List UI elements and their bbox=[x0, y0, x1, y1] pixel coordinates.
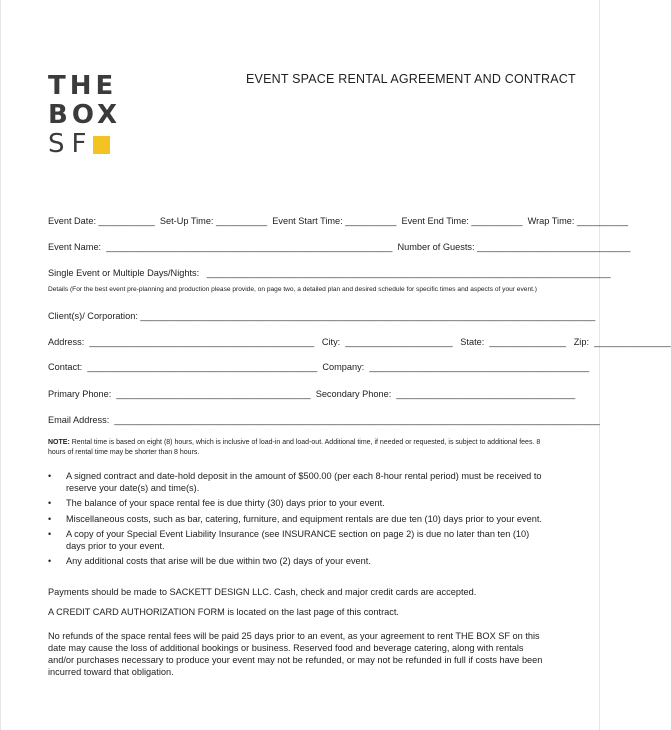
contact-row bbox=[48, 362, 589, 372]
list-item: • The balance of your space rental fee is due thirty (30) days prior to your event. bbox=[48, 498, 385, 508]
address-text: Address: ____________________________________________ City: _____________________ State: _______________ Zip: _______________ bbox=[48, 337, 671, 347]
phone-text: Primary Phone: ______________________________________ Secondary Phone: ___________________________________ bbox=[48, 389, 576, 399]
document-title: EVENT SPACE RENTAL AGREEMENT AND CONTRACT bbox=[246, 72, 576, 86]
email-row bbox=[48, 415, 600, 425]
bullet-icon: • bbox=[48, 513, 52, 524]
bullet-icon: • bbox=[48, 556, 52, 566]
single-multiple-text: Single Event or Multiple Days/Nights: _______________________________________________________________________________ bbox=[48, 268, 611, 278]
bullet-icon: • bbox=[48, 498, 52, 508]
credit-card-paragraph: A CREDIT CARD AUTHORIZATION FORM is located on the last page of this contract. bbox=[48, 607, 399, 617]
refunds-paragraph: No refunds of the space rental fees will be paid 25 days prior to an event, as your agreement to rent THE BOX SF on this date may cause the loss of additional bookings or business. Reserved food and beverage catering, along with rentals and/or purchases necessary to produce your event may not be refunded, or may not be refunded in full if costs have been incurred toward that obligation. bbox=[48, 631, 543, 677]
list-item: • A signed contract and date-hold deposit in the amount of $500.00 (per each 8-hour rental period) must be received to reserve your date(s) and time(s). bbox=[48, 471, 542, 493]
client-text: Client(s)/ Corporation: _________________________________________________________________________________________ bbox=[48, 311, 596, 321]
logo-line-3-text: SF bbox=[48, 129, 94, 159]
bullet-icon: • bbox=[48, 529, 52, 539]
email-text: Email Address: _______________________________________________________________________________________________ bbox=[48, 415, 600, 425]
event-times-row bbox=[48, 216, 628, 226]
contact-text: Contact: _____________________________________________ Company: ___________________________________________ bbox=[48, 362, 590, 372]
list-item: • Any additional costs that arise will be due within two (2) days of your event. bbox=[48, 556, 371, 566]
event-name-row bbox=[48, 242, 630, 252]
logo-line-3 bbox=[48, 130, 121, 159]
bullet-icon: • bbox=[48, 471, 52, 481]
logo-square-icon bbox=[93, 136, 110, 154]
list-item: • Miscellaneous costs, such as bar, catering, furniture, and equipment rentals are due ten (10) days prior to your event. bbox=[48, 513, 542, 524]
single-multiple-row bbox=[48, 268, 610, 278]
terms-list bbox=[48, 471, 543, 572]
list-item: • A copy of your Special Event Liability Insurance (see INSURANCE section on page 2) is due no later than ten (10) days prior to your event. bbox=[48, 529, 530, 551]
phone-row bbox=[48, 389, 575, 399]
logo-line-1: THE bbox=[48, 71, 118, 101]
logo-line-2: BOX bbox=[48, 100, 122, 130]
rental-time-note bbox=[48, 438, 548, 457]
payments-paragraph: Payments should be made to SACKETT DESIGN LLC. Cash, check and major credit cards are accepted. bbox=[48, 587, 477, 597]
event-times-text: Event Date: ___________ Set-Up Time: __________ Event Start Time: __________ Event End Time: __________ Wrap Time: __________ bbox=[48, 216, 629, 226]
client-row bbox=[48, 311, 595, 321]
note-text: Rental time is based on eight (8) hours, which is inclusive of load-in and load-out. Additional time, if needed or requested, is subject to additional fees. 8 hours of rental time may be shorter than 8 hours. bbox=[48, 439, 541, 456]
details-line: Details (For the best event pre-planning and production please provide, on page two, a detailed plan and desired schedule for specific times and aspects of your event.) bbox=[48, 286, 537, 293]
note-label: NOTE: bbox=[48, 439, 70, 446]
the-box-sf-logo bbox=[48, 72, 121, 159]
address-row bbox=[48, 337, 671, 347]
event-name-text: Event Name: ________________________________________________________ Number of Guests: ______________________________ bbox=[48, 242, 631, 252]
